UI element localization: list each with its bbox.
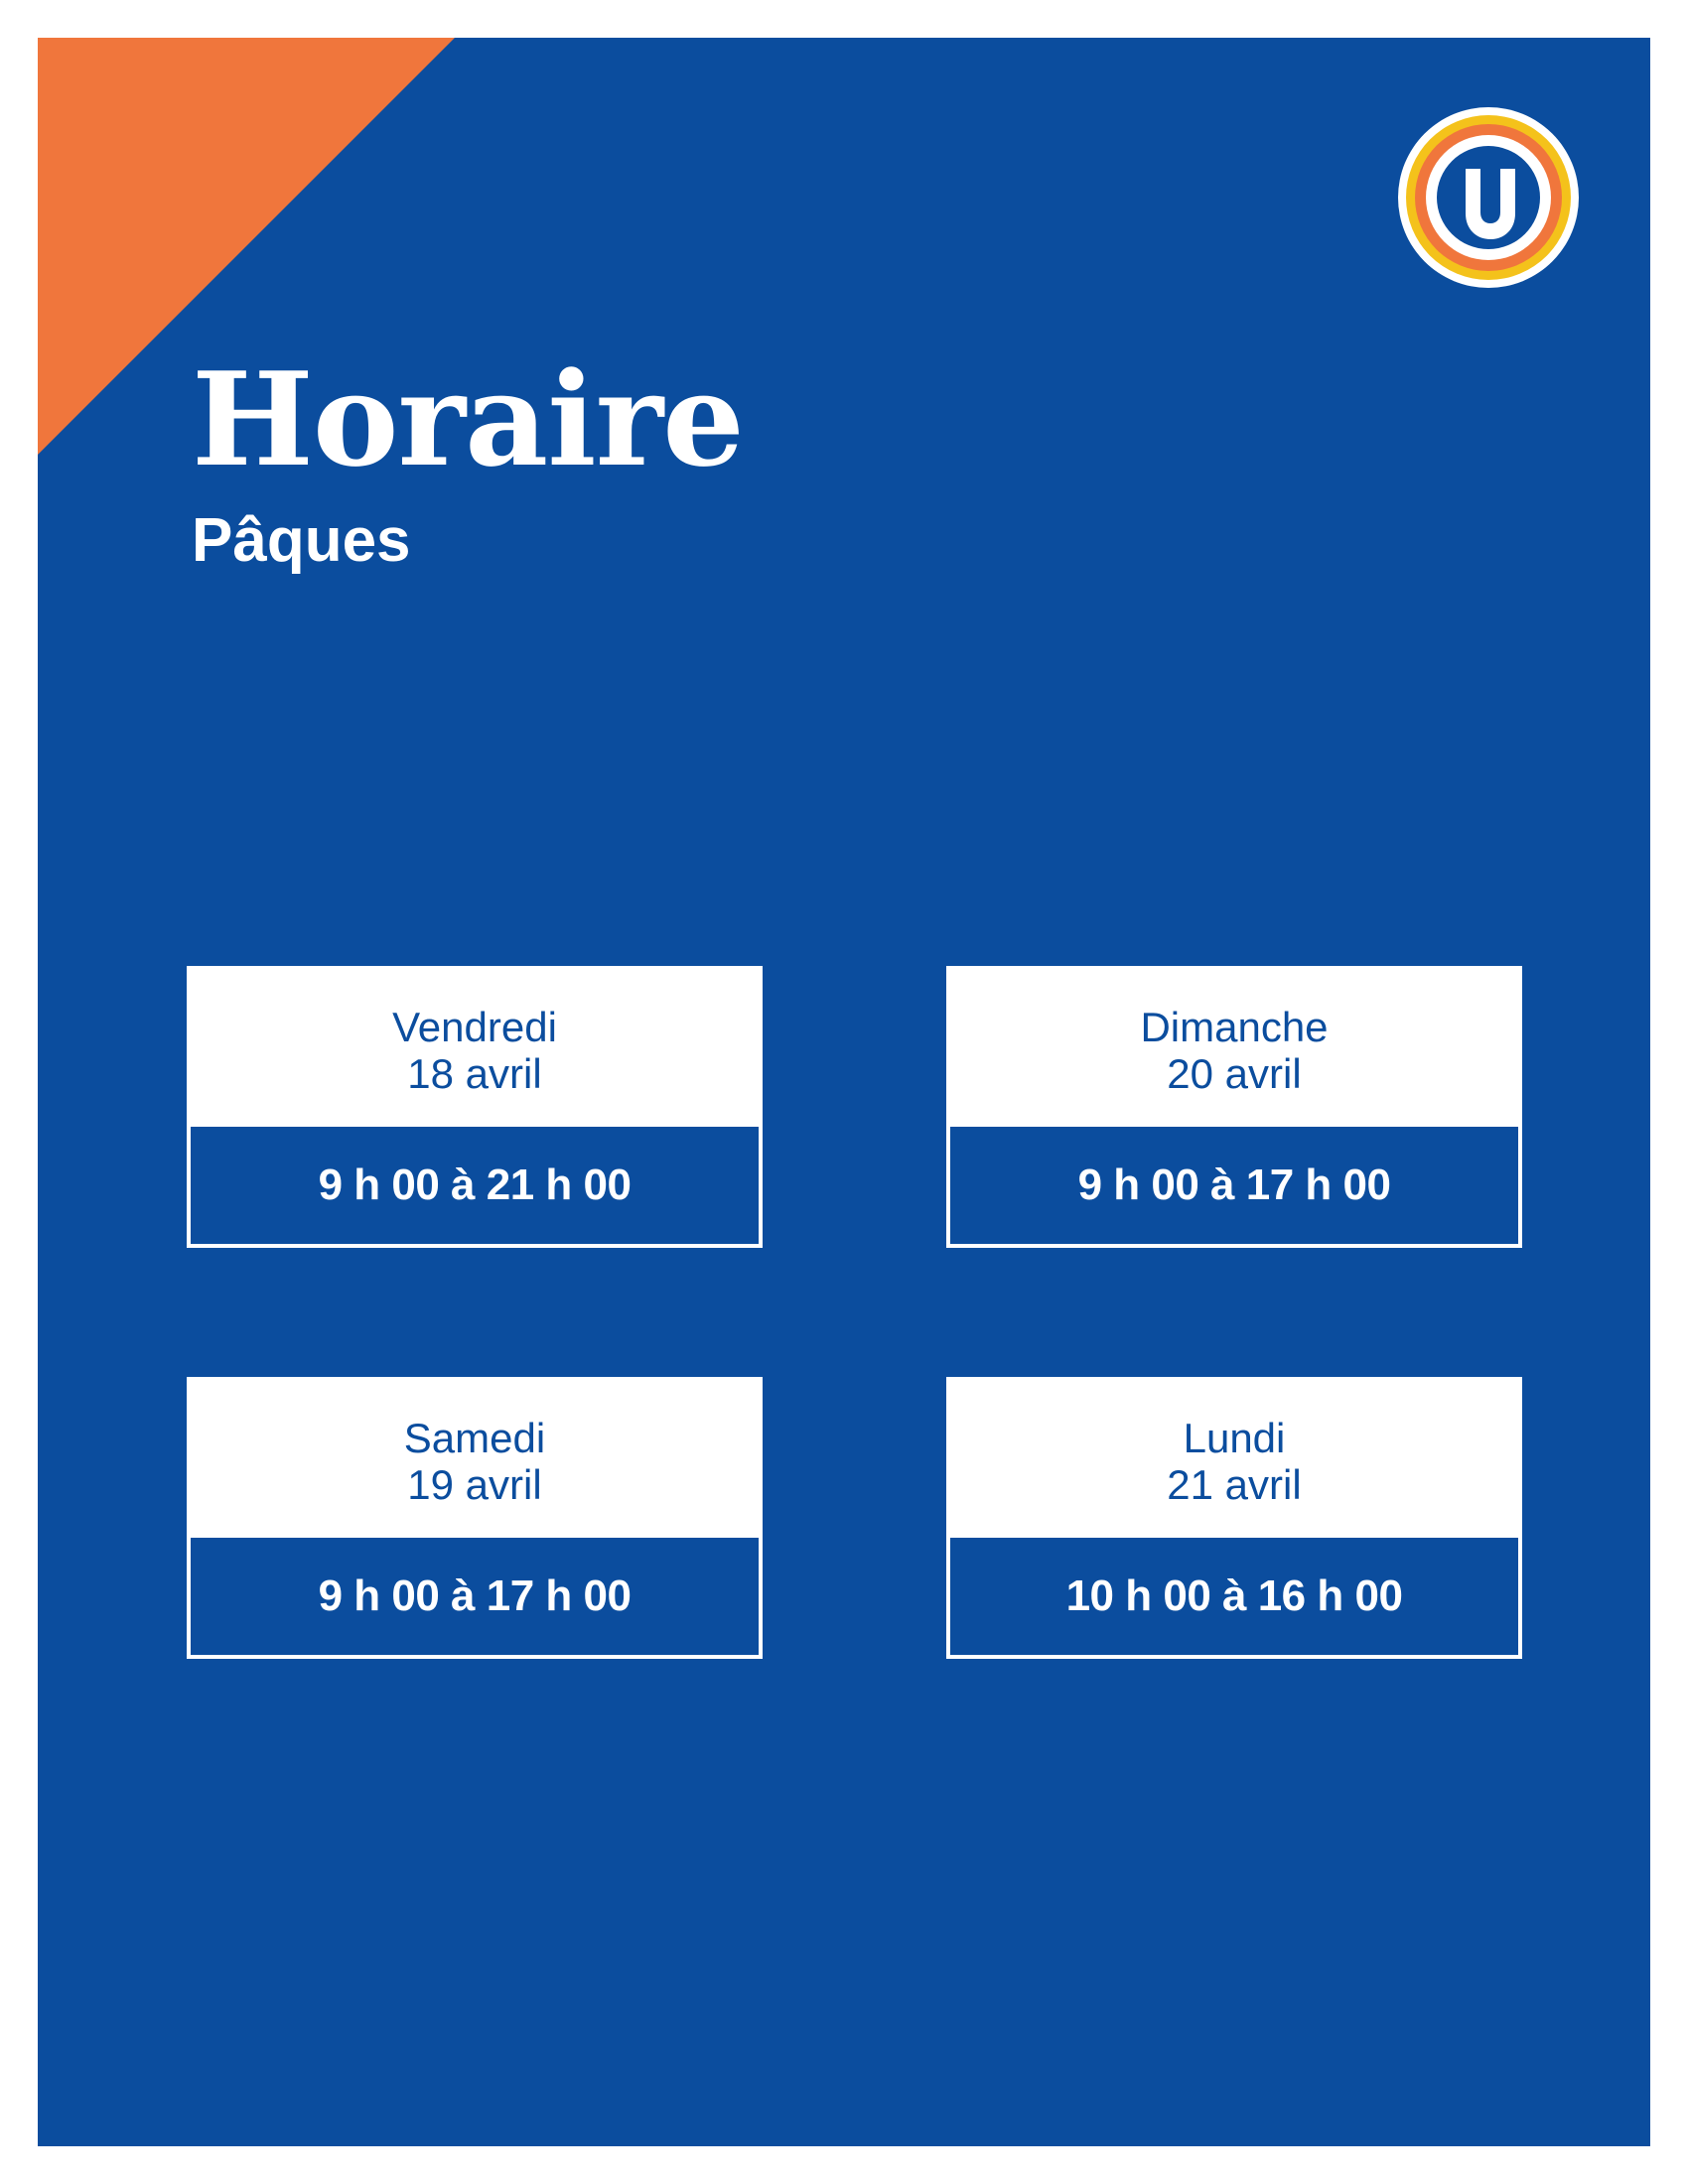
schedule-day: Lundi xyxy=(1183,1415,1286,1462)
schedule-date: 21 avril xyxy=(1167,1461,1302,1509)
schedule-card xyxy=(187,966,763,1248)
schedule-date: 18 avril xyxy=(407,1050,542,1098)
schedule-day: Samedi xyxy=(403,1415,546,1462)
schedule-hours: 9 h 00 à 21 h 00 xyxy=(191,1127,759,1244)
schedule-card xyxy=(946,1377,1522,1659)
schedule-card-header xyxy=(191,970,759,1127)
schedule-day: Vendredi xyxy=(392,1004,557,1050)
schedule-card xyxy=(946,966,1522,1248)
schedule-hours: 9 h 00 à 17 h 00 xyxy=(950,1127,1518,1244)
schedule-hours: 10 h 00 à 16 h 00 xyxy=(950,1538,1518,1655)
schedule-card-header xyxy=(950,970,1518,1127)
schedule-card-header xyxy=(950,1381,1518,1538)
title-block xyxy=(192,343,744,575)
schedule-card-header xyxy=(191,1381,759,1538)
schedule-day: Dimanche xyxy=(1140,1004,1329,1050)
page-subtitle: Pâques xyxy=(192,506,411,575)
u-logo xyxy=(1396,105,1581,290)
schedule-date: 19 avril xyxy=(407,1461,542,1509)
poster xyxy=(38,38,1650,2146)
schedule-card xyxy=(187,1377,763,1659)
schedule-hours: 9 h 00 à 17 h 00 xyxy=(191,1538,759,1655)
schedule-grid xyxy=(187,966,1522,1659)
schedule-date: 20 avril xyxy=(1167,1050,1302,1098)
page-title: Horaire xyxy=(192,343,744,495)
